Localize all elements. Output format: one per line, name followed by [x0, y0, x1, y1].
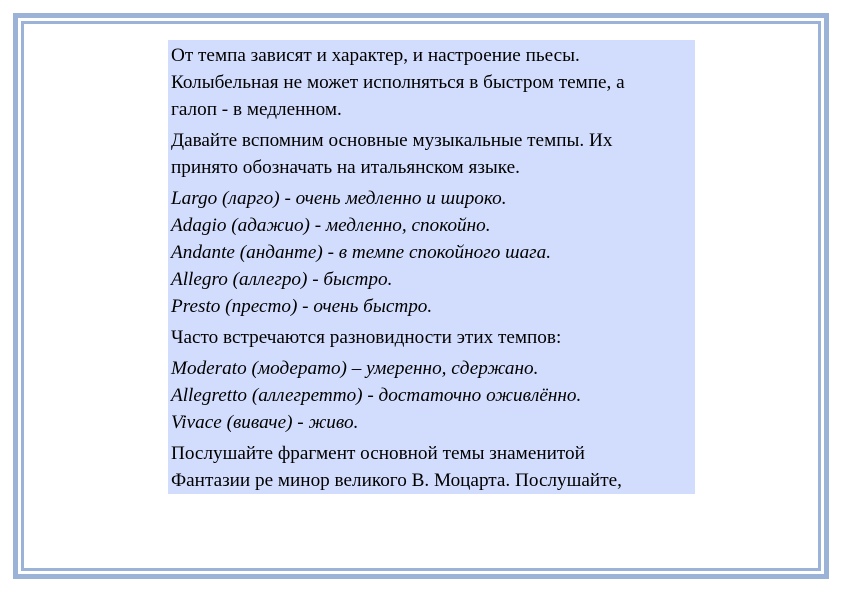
tempo-item: Largo (ларго) - очень медленно и широко.: [171, 188, 507, 209]
text-line: Послушайте фрагмент основной темы знаменитой: [171, 443, 585, 464]
tempo-item: Allegro (аллегро) - быстро.: [171, 269, 393, 290]
tempo-item: Presto (престо) - очень быстро.: [171, 296, 433, 317]
intro-paragraph: [171, 42, 691, 123]
text-line: принято обозначать на итальянском языке.: [171, 157, 520, 178]
tempo-item: Andante (анданте) - в темпе спокойного шага.: [171, 242, 552, 263]
text-line: Фантазии ре минор великого В. Моцарта. Послушайте,: [171, 470, 622, 491]
remember-paragraph: [171, 127, 691, 181]
variants-intro-paragraph: [171, 324, 691, 351]
listen-paragraph: [171, 440, 691, 494]
basic-tempos-list: [171, 185, 691, 320]
text-line: От темпа зависят и характер, и настроение пьесы.: [171, 45, 580, 66]
tempo-item: Vivace (виваче) - живо.: [171, 412, 359, 433]
tempo-item: Moderato (модерато) – умеренно, сдержано.: [171, 358, 539, 379]
text-line: Часто встречаются разновидности этих темпов:: [171, 327, 562, 348]
text-box: [168, 40, 695, 494]
text-line: Колыбельная не может исполняться в быстром темпе, а: [171, 72, 625, 93]
text-line: Давайте вспомним основные музыкальные темпы. Их: [171, 130, 613, 151]
text-line: галоп - в медленном.: [171, 99, 342, 120]
variant-tempos-list: [171, 355, 691, 436]
tempo-item: Allegretto (аллегретто) - достаточно оживлённо.: [171, 385, 582, 406]
tempo-item: Adagio (адажио) - медленно, спокойно.: [171, 215, 491, 236]
